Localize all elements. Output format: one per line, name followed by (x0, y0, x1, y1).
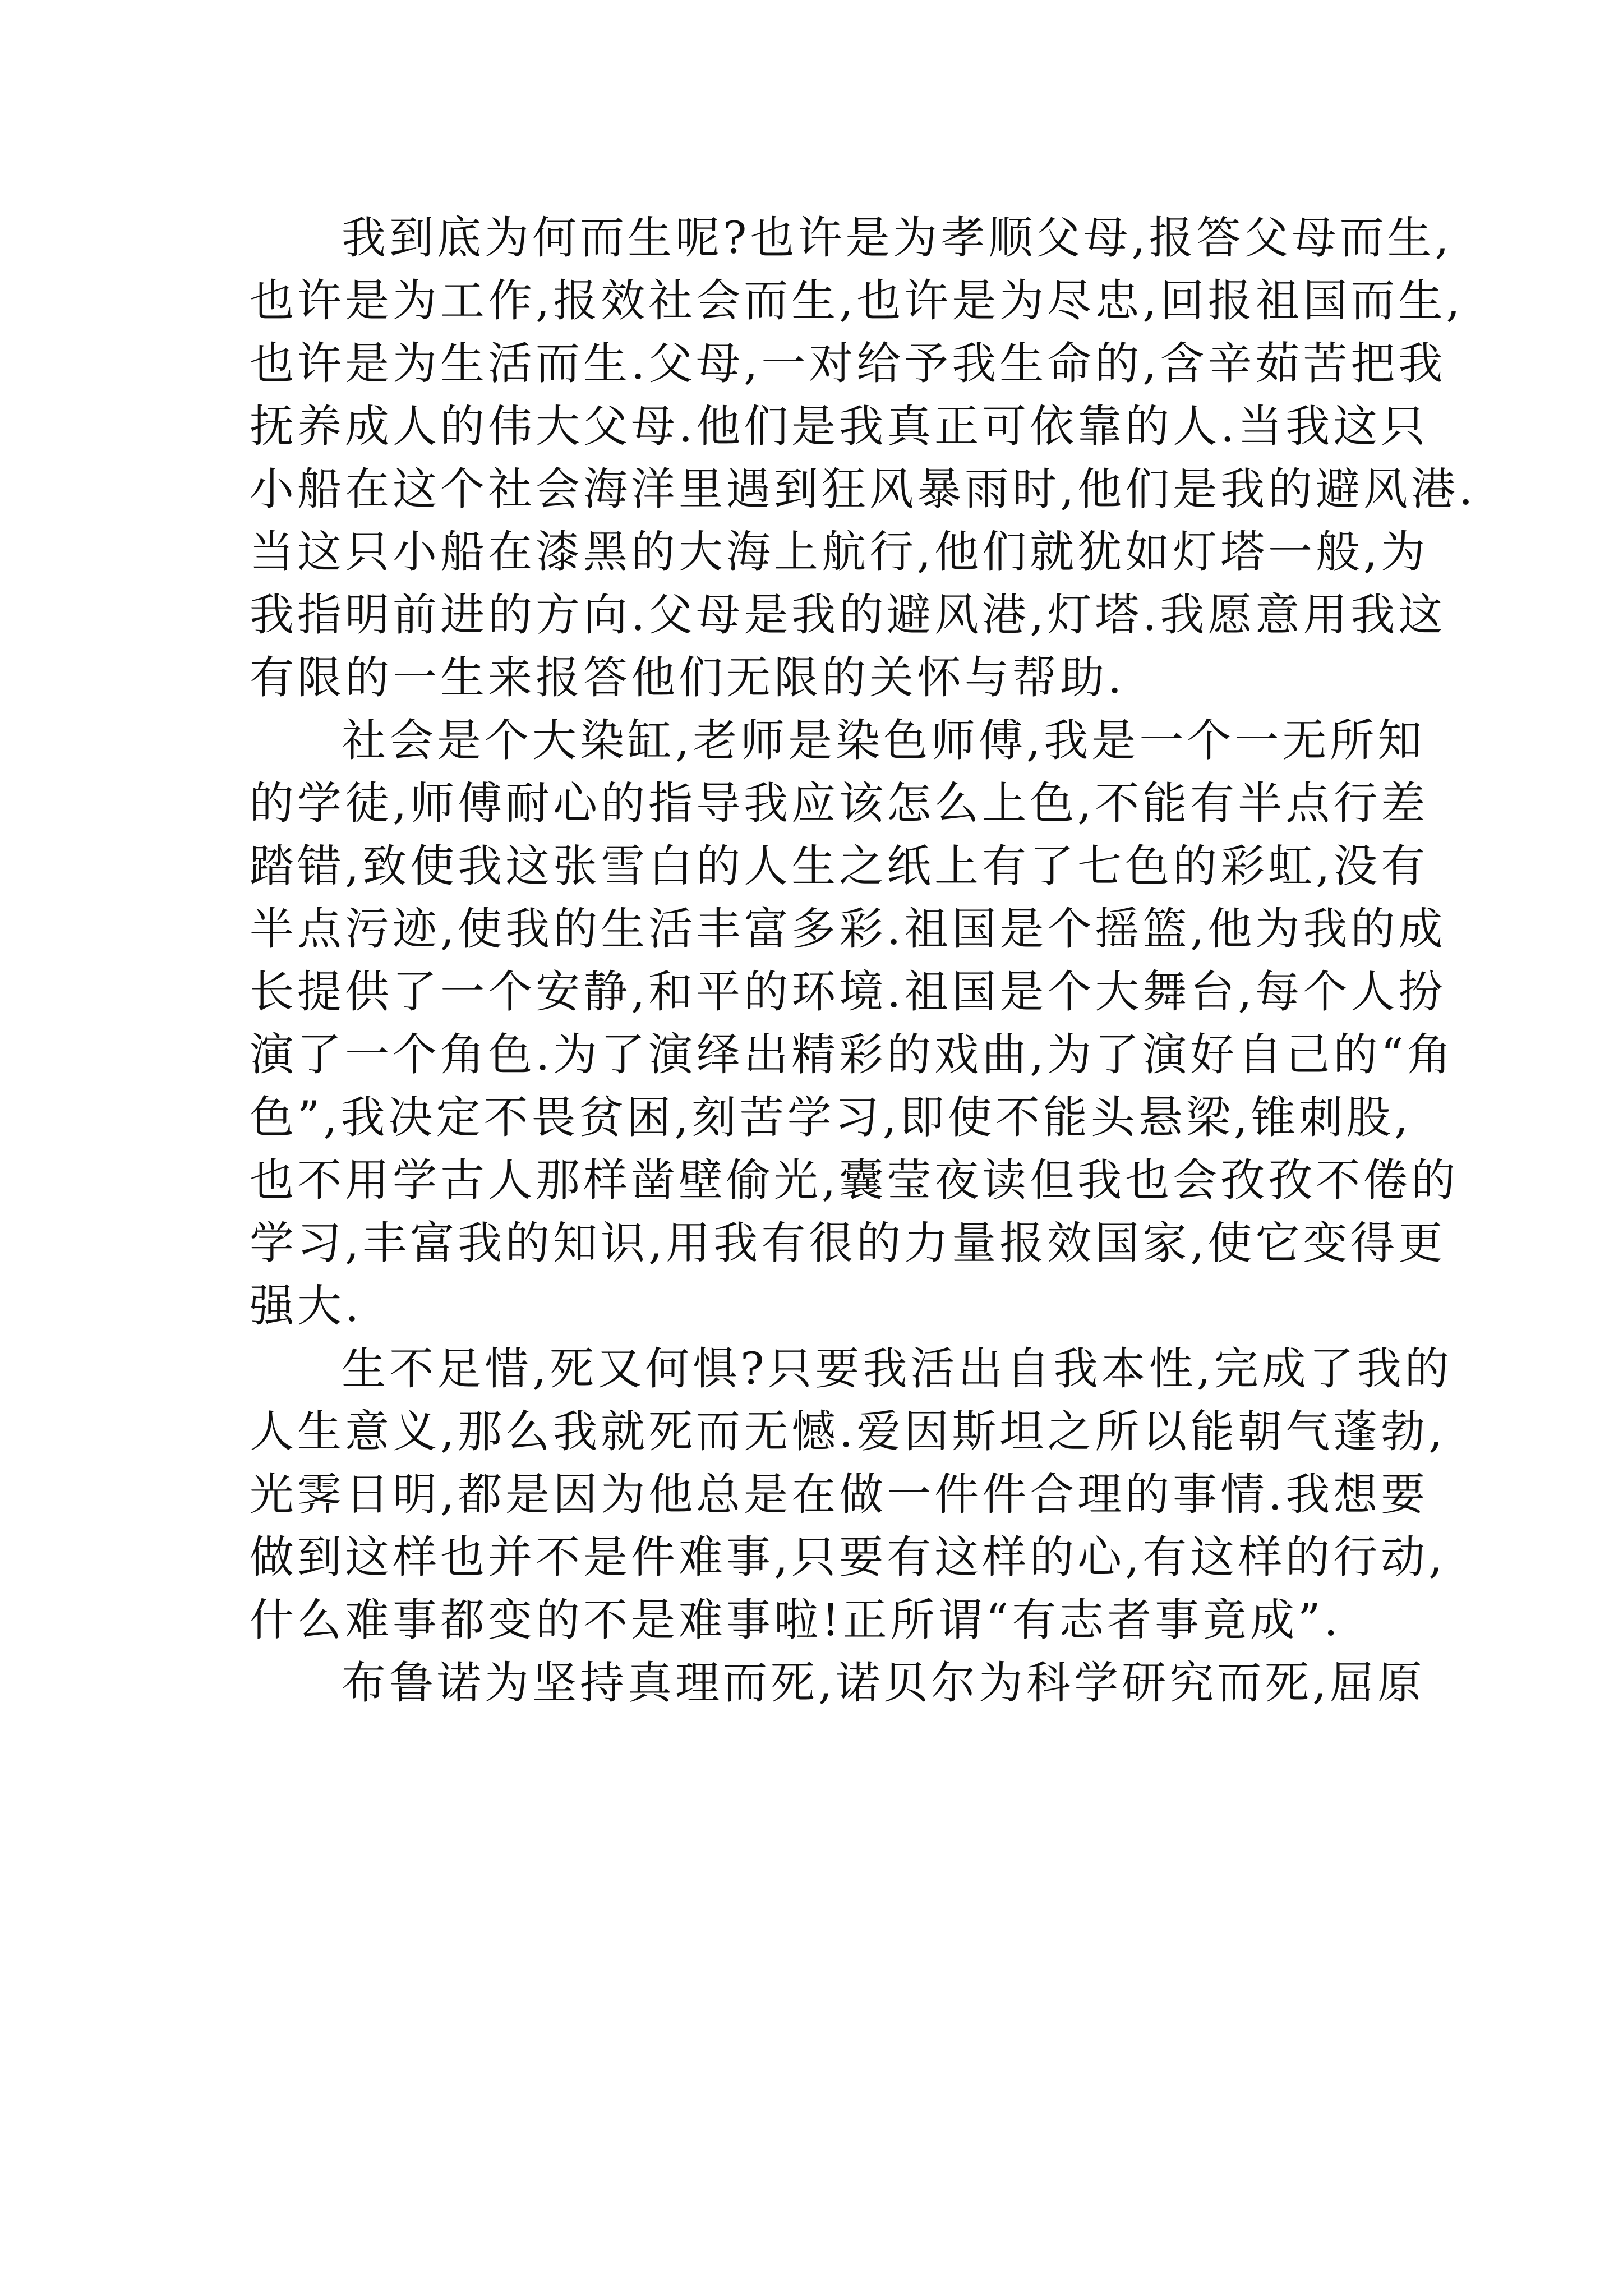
text-line: 小船在这个社会海洋里遇到狂风暴雨时,他们是我的避风港. (250, 463, 1477, 515)
text-line: 也许是为工作,报效社会而生,也许是为尽忠,回报祖国而生, (250, 275, 1464, 326)
text-line: 踏错,致使我这张雪白的人生之纸上有了七色的彩虹,没有 (250, 840, 1429, 892)
text-line: 强大. (250, 1280, 363, 1332)
text-line: 什么难事都变的不是难事啦!正所谓“有志者事竟成”. (250, 1594, 1341, 1646)
text-line: 我到底为何而生呢?也许是为孝顺父母,报答父母而生, (342, 212, 1453, 264)
text-line: 我指明前进的方向.父母是我的避风港,灯塔.我愿意用我这 (250, 589, 1446, 641)
text-line: 学习,丰富我的知识,用我有很的力量报效国家,使它变得更 (250, 1217, 1446, 1269)
text-line: 人生意义,那么我就死而无憾.爱因斯坦之所以能朝气蓬勃, (250, 1406, 1446, 1457)
text-line: 有限的一生来报答他们无限的关怀与帮助. (250, 652, 1126, 703)
text-line: 演了一个角色.为了演绎出精彩的戏曲,为了演好自己的“角 (250, 1029, 1455, 1080)
text-line: 生不足惜,死又何惧?只要我活出自我本性,完成了我的 (342, 1343, 1453, 1395)
text-line: 做到这样也并不是件难事,只要有这样的心,有这样的行动, (250, 1531, 1446, 1583)
text-line: 长提供了一个安静,和平的环境.祖国是个大舞台,每个人扮 (250, 966, 1446, 1018)
text-line: 也许是为生活而生.父母,一对给予我生命的,含辛茹苦把我 (250, 338, 1446, 389)
text-line: 色”,我决定不畏贫困,刻苦学习,即使不能头悬梁,锥刺股, (250, 1092, 1412, 1143)
text-line: 抚养成人的伟大父母.他们是我真正可依靠的人.当我这只 (250, 401, 1429, 452)
body-text (250, 206, 1477, 1714)
text-line: 布鲁诺为坚持真理而死,诺贝尔为科学研究而死,屈原 (342, 1657, 1426, 1709)
text-line: 的学徒,师傅耐心的指导我应该怎么上色,不能有半点行差 (250, 777, 1429, 829)
text-line: 半点污迹,使我的生活丰富多彩.祖国是个摇篮,他为我的成 (250, 903, 1446, 955)
text-line: 也不用学古人那样凿壁偷光,囊莹夜读但我也会孜孜不倦的 (250, 1154, 1459, 1206)
text-line: 当这只小船在漆黑的大海上航行,他们就犹如灯塔一般,为 (250, 526, 1429, 578)
text-line: 光霁日明,都是因为他总是在做一件件合理的事情.我想要 (250, 1469, 1429, 1520)
text-line: 社会是个大染缸,老师是染色师傅,我是一个一无所知 (342, 715, 1426, 766)
